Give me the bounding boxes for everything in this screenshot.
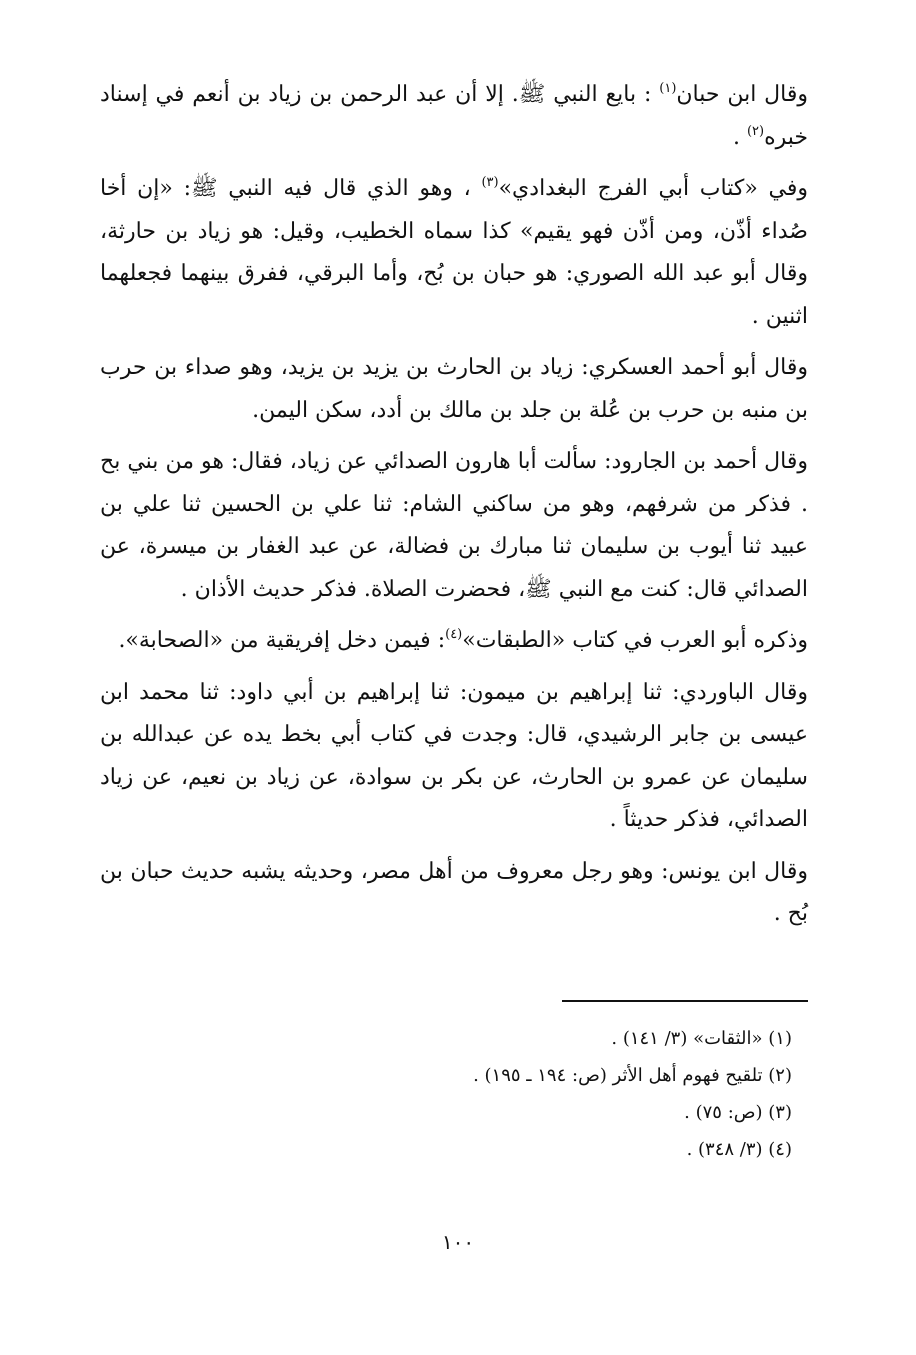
paragraph-text: : بايع النبي ﷺ. إلا أن عبد الرحمن بن زياد بن أنعم في إسناد خبره bbox=[100, 82, 808, 150]
paragraph bbox=[100, 441, 808, 611]
main-text bbox=[100, 74, 808, 945]
footnote: (٢) تلقيح فهوم أهل الأثر (ص: ١٩٤ ـ ١٩٥) . bbox=[473, 1065, 792, 1086]
paragraph-text: وقال الباوردي: ثنا إبراهيم بن ميمون: ثنا إبراهيم بن أبي داود: ثنا محمد ابن عيسى بن جابر الرشيدي، قال: وجدت في كتاب أبي بخط يده عن عبدالله بن سليمان عن عمرو بن الحارث، عن بكر بن سوادة، عن زياد بن نعيم، عن زياد الصدائي، فذكر حديثاً . bbox=[100, 679, 808, 832]
paragraph bbox=[100, 851, 808, 936]
paragraph bbox=[100, 74, 808, 159]
paragraph-text: وقال ابن حبان bbox=[676, 82, 808, 107]
paragraph-text: وقال ابن يونس: وهو رجل معروف من أهل مصر، وحديثه يشبه حديث حبان بن بُح . bbox=[100, 858, 809, 926]
paragraph-text: وقال أبو أحمد العسكري: زياد بن الحارث بن يزيد بن يزيد، وهو صداء بن حرب بن منبه بن حرب بن عُلة بن جلد بن مالك بن أدد، سكن اليمن. bbox=[100, 355, 808, 423]
footnote-marker: (٢) bbox=[746, 123, 765, 139]
paragraph bbox=[100, 620, 808, 663]
paragraph-text: وفي «كتاب أبي الفرج البغدادي» bbox=[498, 176, 808, 201]
paragraph bbox=[100, 672, 808, 842]
paragraph-text: وذكره أبو العرب في كتاب «الطبقات» bbox=[462, 628, 808, 653]
footnote-divider bbox=[562, 1000, 808, 1002]
footnote: (٤) (٣/ ٣٤٨) . bbox=[686, 1139, 792, 1160]
paragraph bbox=[100, 168, 808, 338]
footnote-marker: (٣) bbox=[481, 175, 499, 190]
paragraph-text: : فيمن دخل إفريقية من «الصحابة». bbox=[118, 628, 446, 653]
footnote: (١) «الثقات» (٣/ ١٤١) . bbox=[611, 1028, 792, 1049]
footnote-marker: (٤) bbox=[445, 627, 463, 642]
paragraph-text: . bbox=[732, 124, 747, 150]
page-number: ١٠٠ bbox=[441, 1230, 475, 1254]
paragraph-text: وقال أحمد بن الجارود: سألت أبا هارون الصدائي عن زياد، فقال: هو من بني بح . فذكر من شرفهم، وهو من ساكني الشام: ثنا علي بن الحسين ثنا علي بن عبيد ثنا أيوب بن سليمان ثنا مبارك بن فضالة، عن عبد الغفار بن ميسرة، عن الصدائي قال: كنت مع النبي ﷺ، فحضرت الصلاة. فذكر حديث الأذان . bbox=[100, 449, 808, 602]
paragraph bbox=[100, 347, 808, 432]
footnotes bbox=[100, 1020, 792, 1168]
footnote-marker: (١) bbox=[659, 81, 677, 96]
footnote: (٣) (ص: ٧٥) . bbox=[684, 1102, 792, 1123]
paragraph-text: ، وهو الذي قال فيه النبي ﷺ: «إن أخا صُداء أذّن، ومن أذّن فهو يقيم» كذا سماه الخطيب، وقيل: هو زياد بن حارثة، وقال أبو عبد الله الصوري: هو حبان بن بُح، وأما البرقي، ففرق بينهما فجعلهما اثنين . bbox=[100, 176, 808, 329]
